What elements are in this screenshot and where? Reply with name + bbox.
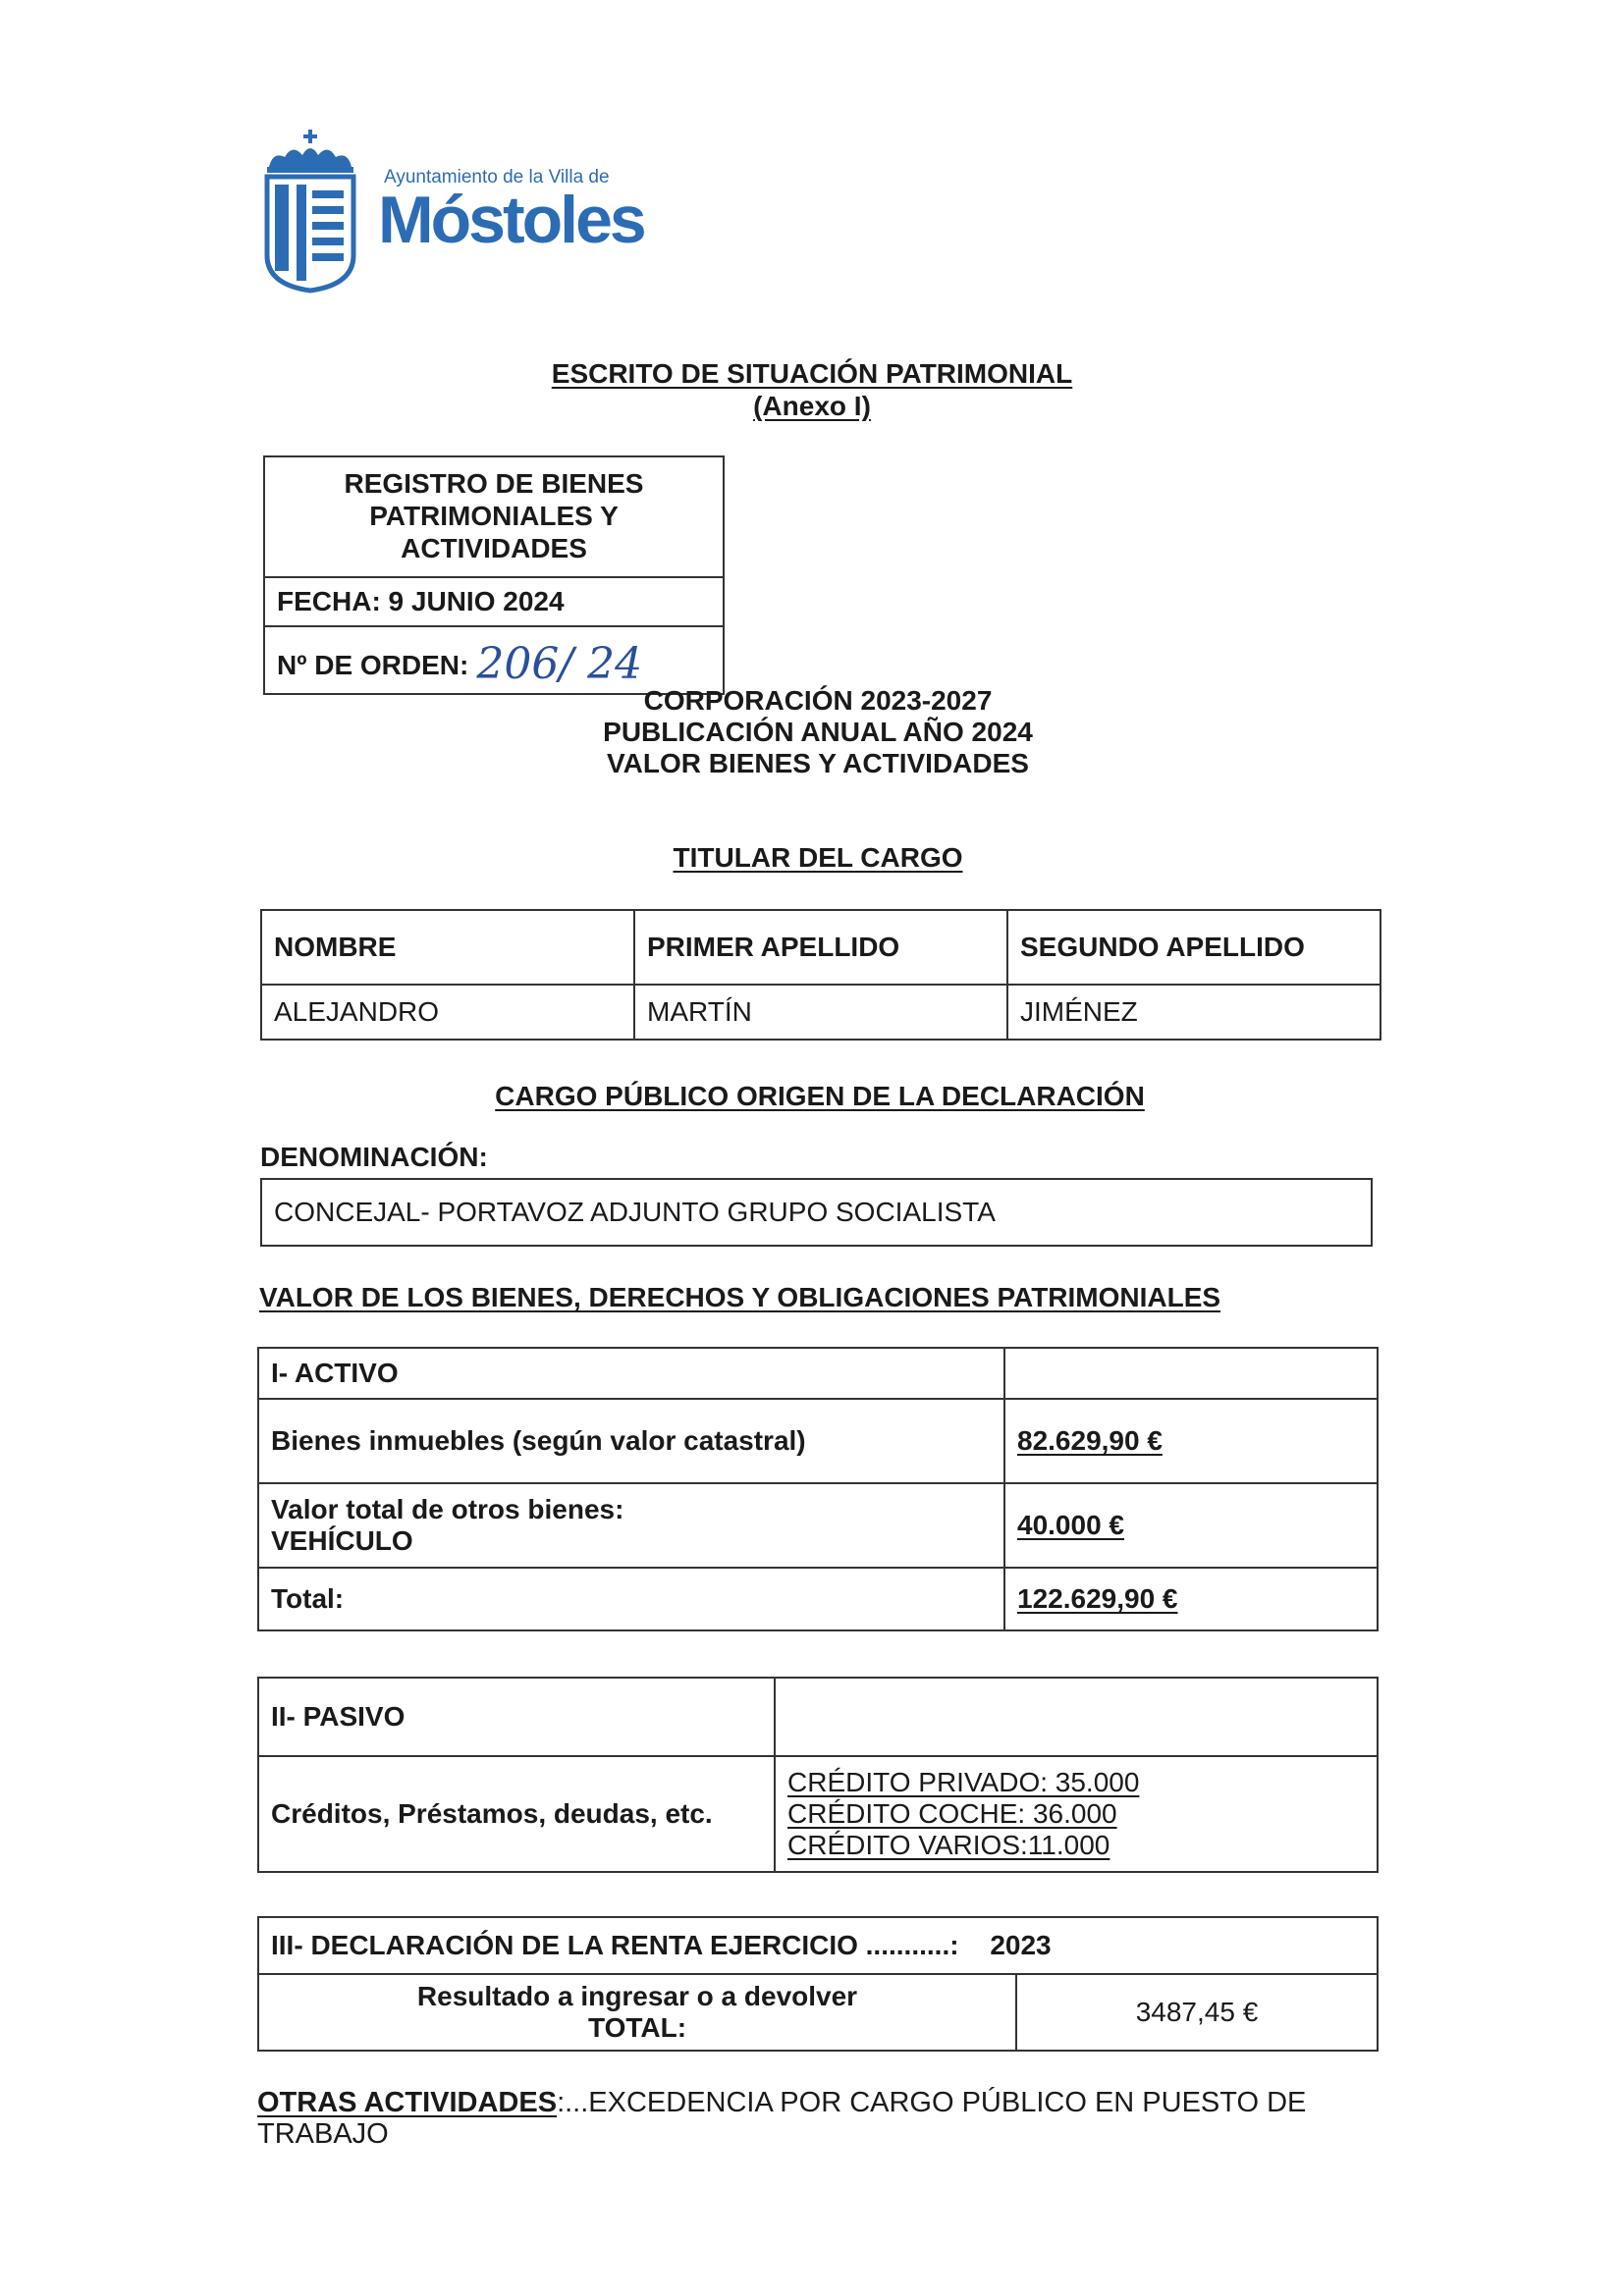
inmuebles-value: 82.629,90 € bbox=[1004, 1399, 1378, 1483]
activo-table bbox=[257, 1347, 1379, 1631]
orden-label: Nº DE ORDEN: bbox=[277, 650, 469, 680]
fecha-field: FECHA: 9 JUNIO 2024 bbox=[265, 576, 723, 625]
otras-actividades bbox=[257, 2087, 1357, 2150]
crown-icon bbox=[267, 130, 353, 173]
document-subtitle: (Anexo I) bbox=[753, 391, 871, 421]
document-title: ESCRITO DE SITUACIÓN PATRIMONIAL bbox=[551, 358, 1073, 389]
denominacion-label: DENOMINACIÓN: bbox=[260, 1142, 488, 1172]
table-header-segundo-apellido: SEGUNDO APELLIDO bbox=[1007, 910, 1380, 985]
otros-bienes-value: 40.000 € bbox=[1004, 1483, 1378, 1568]
cargo-heading: CARGO PÚBLICO ORIGEN DE LA DECLARACIÓN bbox=[495, 1081, 1145, 1111]
titular-heading: TITULAR DEL CARGO bbox=[673, 842, 963, 873]
otros-bienes-type: VEHÍCULO bbox=[271, 1525, 413, 1556]
resultado-label: Resultado a ingresar o a devolver bbox=[416, 1981, 858, 2011]
creditos-label: Créditos, Préstamos, deudas, etc. bbox=[258, 1756, 775, 1872]
otras-actividades-text: :...EXCEDENCIA POR CARGO PÚBLICO EN PUESTO DE TRABAJO bbox=[257, 2087, 1307, 2150]
otras-actividades-label: OTRAS ACTIVIDADES bbox=[257, 2087, 558, 2118]
orden-field bbox=[265, 625, 723, 693]
credito-item: CRÉDITO VARIOS:11.000 bbox=[787, 1830, 1110, 1860]
activo-total-label: Total: bbox=[258, 1568, 1004, 1630]
titular-table bbox=[260, 909, 1381, 1041]
denominacion-value: CONCEJAL- PORTAVOZ ADJUNTO GRUPO SOCIALISTA bbox=[260, 1178, 1373, 1247]
table-header-primer-apellido: PRIMER APELLIDO bbox=[634, 910, 1007, 985]
pasivo-table bbox=[257, 1677, 1379, 1873]
table-header-nombre: NOMBRE bbox=[261, 910, 634, 985]
credito-item: CRÉDITO PRIVADO: 35.000 bbox=[787, 1767, 1140, 1797]
corporacion-line2: PUBLICACIÓN ANUAL AÑO 2024 bbox=[603, 717, 1033, 747]
registro-heading: REGISTRO DE BIENES PATRIMONIALES Y ACTIVIDADES bbox=[344, 468, 644, 563]
renta-year: 2023 bbox=[990, 1930, 1052, 1960]
activo-label: I- ACTIVO bbox=[258, 1348, 1004, 1399]
orden-handwritten-value: 206/ 24 bbox=[476, 639, 643, 689]
renta-table bbox=[257, 1916, 1379, 2052]
logo-name: Móstoles bbox=[378, 183, 644, 257]
segundo-apellido-value: JIMÉNEZ bbox=[1007, 985, 1380, 1040]
credito-item: CRÉDITO COCHE: 36.000 bbox=[787, 1798, 1117, 1829]
registro-box bbox=[263, 455, 725, 695]
corporacion-line3: VALOR BIENES Y ACTIVIDADES bbox=[607, 748, 1029, 778]
pasivo-label: II- PASIVO bbox=[258, 1678, 775, 1756]
primer-apellido-value: MARTÍN bbox=[634, 985, 1007, 1040]
resultado-value: 3487,45 € bbox=[1016, 1974, 1378, 2051]
corporacion-line1: CORPORACIÓN 2023-2027 bbox=[643, 685, 993, 716]
inmuebles-label: Bienes inmuebles (según valor catastral) bbox=[258, 1399, 1004, 1483]
logo-subtitle: Ayuntamiento de la Villa de bbox=[384, 167, 610, 187]
valor-heading: VALOR DE LOS BIENES, DERECHOS Y OBLIGACIONES PATRIMONIALES bbox=[259, 1282, 1221, 1312]
activo-total-value: 122.629,90 € bbox=[1004, 1568, 1378, 1630]
resultado-total-label: TOTAL: bbox=[587, 2012, 687, 2043]
nombre-value: ALEJANDRO bbox=[261, 985, 634, 1040]
shield-icon bbox=[267, 177, 353, 291]
otros-bienes-label: Valor total de otros bienes: bbox=[271, 1494, 624, 1524]
renta-label: III- DECLARACIÓN DE LA RENTA EJERCICIO ...........: bbox=[271, 1930, 959, 1960]
